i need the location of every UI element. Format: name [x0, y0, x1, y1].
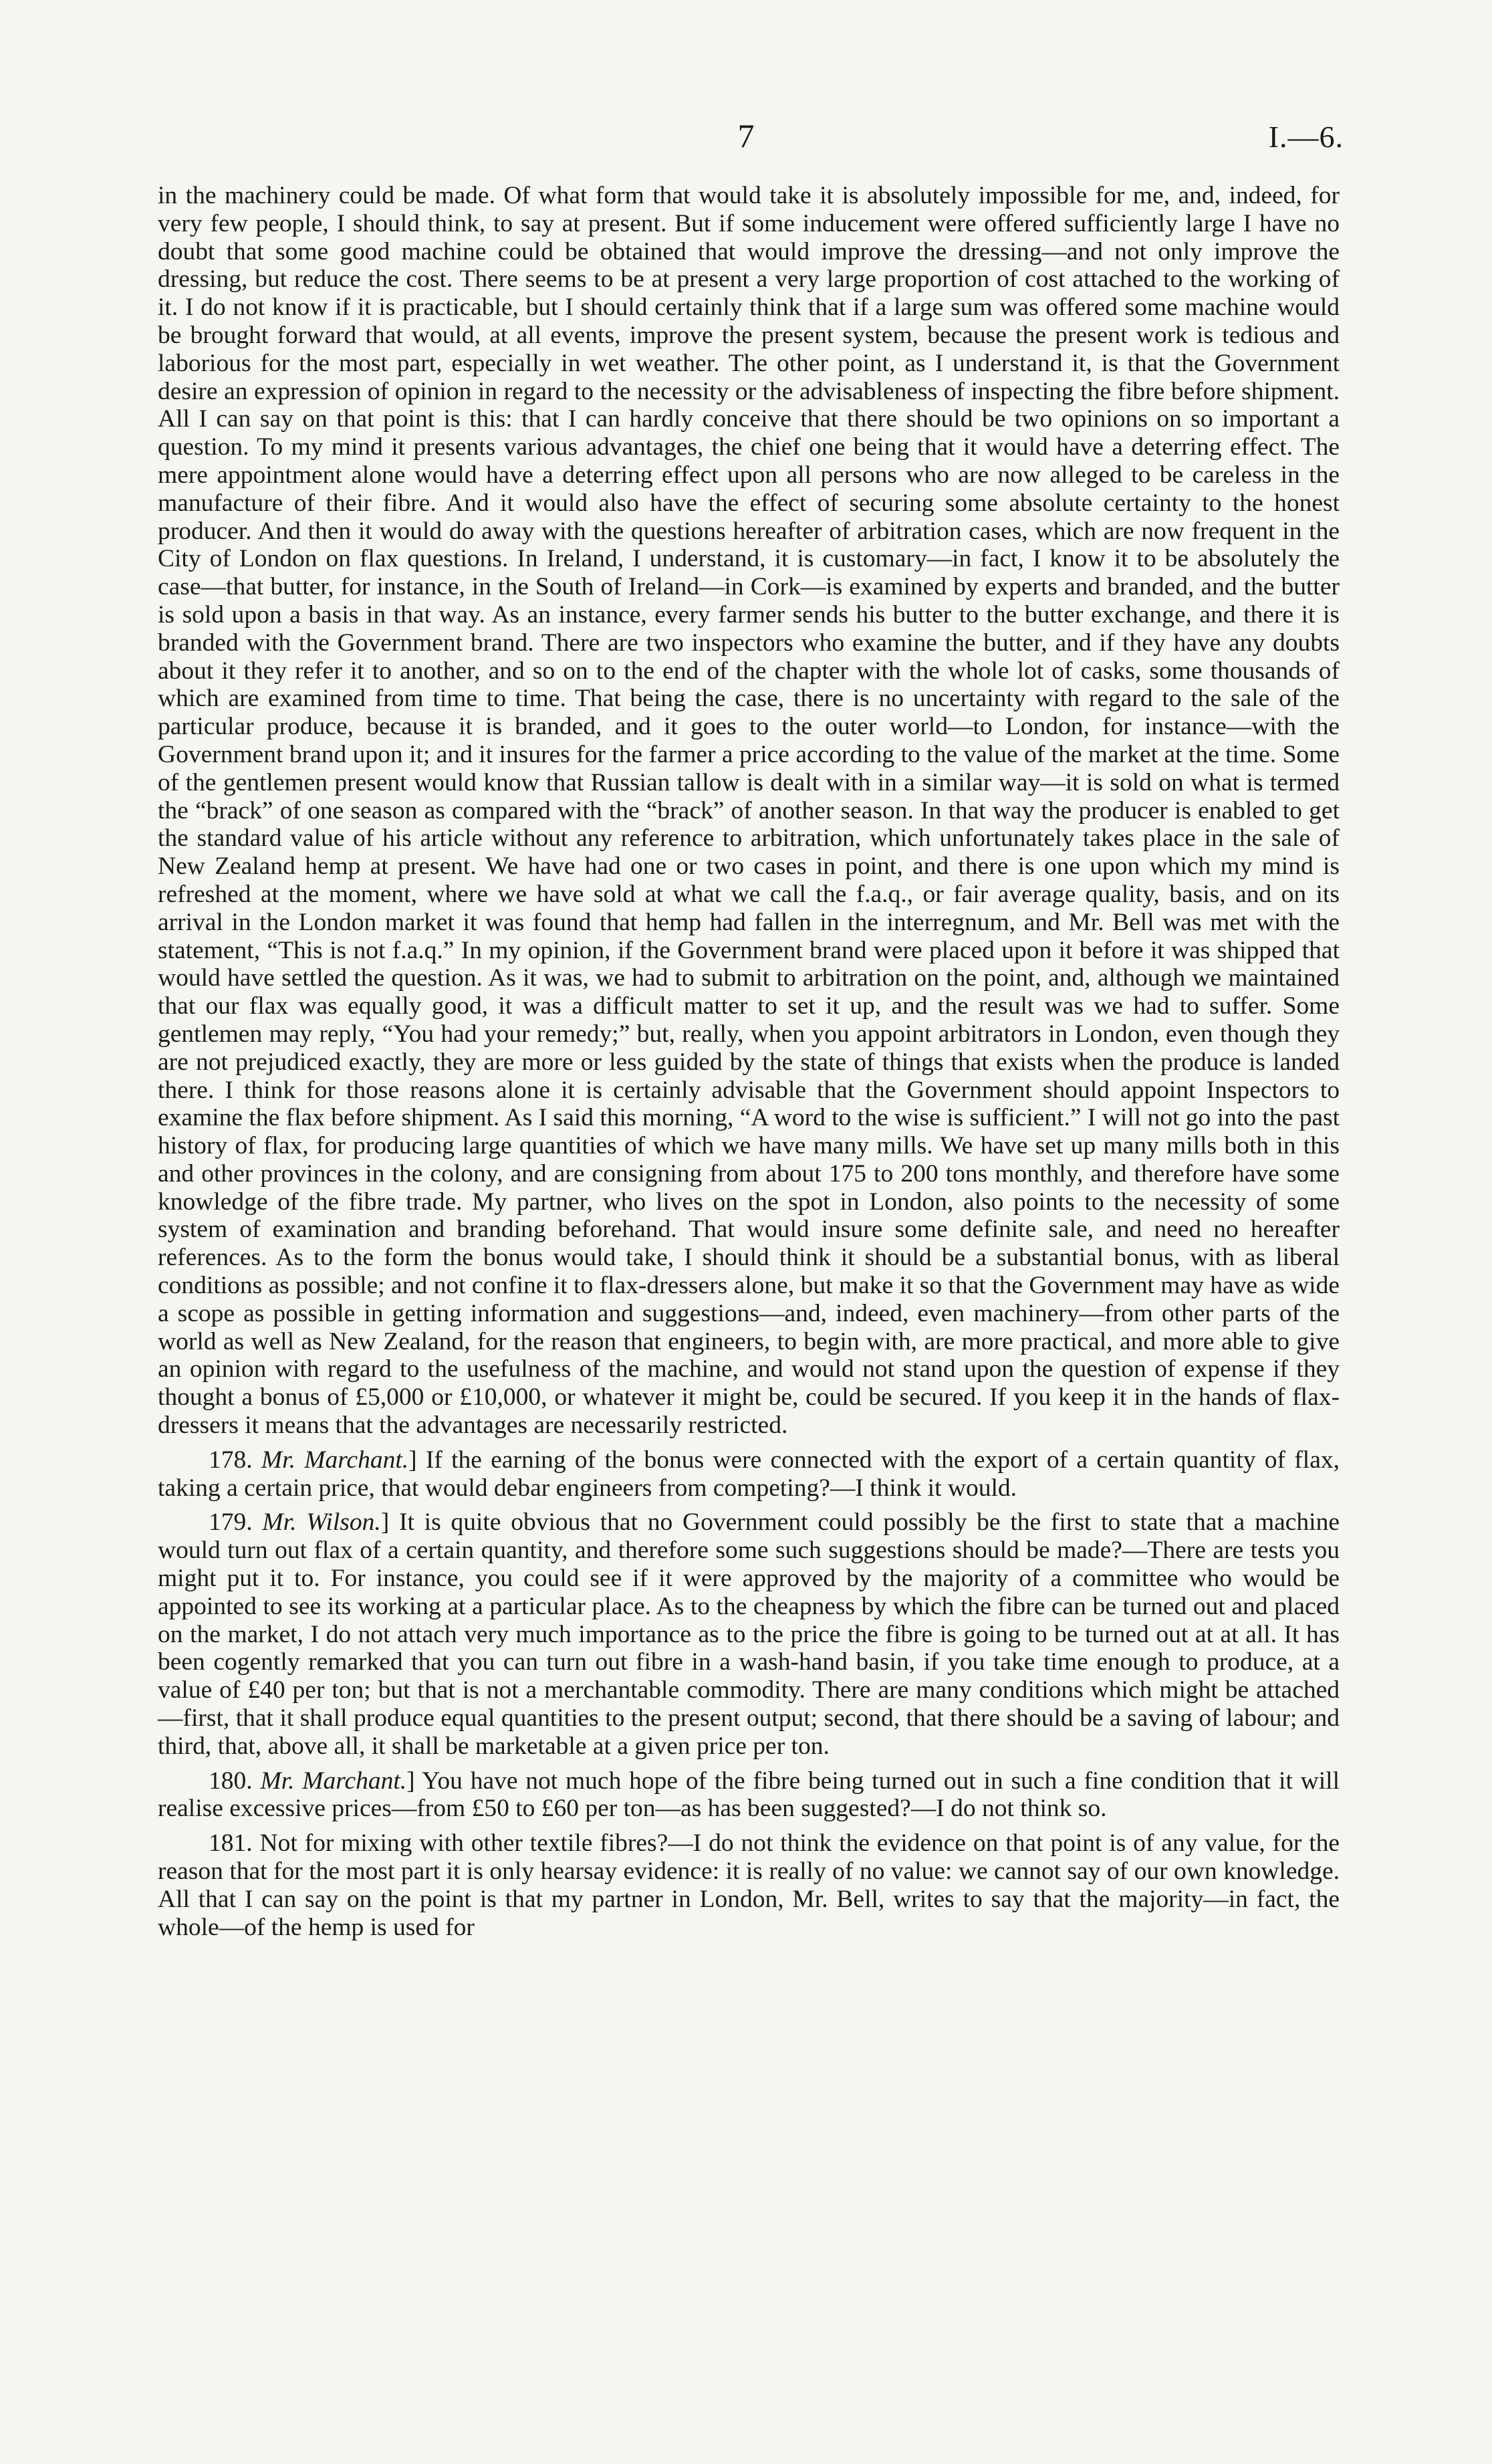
- document-body: [158, 182, 1340, 1948]
- question-number: 180.: [209, 1767, 253, 1795]
- paragraph-text: ] You have not much hope of the fibre being turned out in such a fine condition that it will realise excessive prices—from £50 to £60 per ton—as has been suggested?—I do not think so.: [158, 1767, 1340, 1823]
- page-number: 7: [737, 117, 755, 154]
- paragraph-question-180: [158, 1767, 1340, 1823]
- paragraph-text: in the machinery could be made. Of what form that would take it is absolutely impossible for me, and, indeed, for very few people, I should think, to say at present. But if some inducement were offered sufficiently large I have no doubt that some good machine could be obtained that would improve the dressing—and not only improve the dressing, but reduce the cost. There seems to be at present a very large proportion of cost attached to the working of it. I do not know if it is practicable, but I should certainly think that if a large sum was offered some machine would be brought forward that would, at all events, improve the present system, because the present work is tedious and laborious for the most part, especially in wet weather. The other point, as I understand it, is that the Government desire an expression of opinion in regard to the necessity or the advisableness of inspecting the fibre before shipment. All I can say on that point is this: that I can hardly conceive that there should be two opinions on so important a question. To my mind it presents various advantages, the chief one being that it would have a deterring effect. The mere appointment alone would have a deterring effect upon all persons who are now alleged to be careless in the manufacture of their fibre. And it would also have the effect of securing some absolute certainty to the honest producer. And then it would do away with the questions hereafter of arbitration cases, which are now frequent in the City of London on flax questions. In Ireland, I understand, it is customary—in fact, I know it to be absolutely the case—that butter, for instance, in the South of Ireland—in Cork—is examined by experts and branded, and the butter is sold upon a basis in that way. As an instance, every farmer sends his butter to the butter exchange, and there it is branded with the Government brand. There are two inspectors who examine the butter, and if they have any doubts about it they refer it to another, and so on to the end of the chapter with the whole lot of casks, some thousands of which are examined from time to time. That being the case, there is no uncertainty with regard to the sale of the particular produce, because it is branded, and it goes to the outer world—to London, for instance—with the Government brand upon it; and it insures for the farmer a price according to the value of the market at the time. Some of the gentlemen present would know that Russian tallow is dealt with in a similar way—it is sold on what is termed the “brack” of one season as compared with the “brack” of another season. In that way the producer is enabled to get the standard value of his article without any reference to arbitration, which unfortunately takes place in the sale of New Zealand hemp at present. We have had one or two cases in point, and there is one upon which my mind is refreshed at the moment, where we have sold at what we call the f.a.q., or fair average quality, basis, and on its arrival in the London market it was found that hemp had fallen in the interregnum, and Mr. Bell was met with the statement, “This is not f.a.q.” In my opinion, if the Government brand were placed upon it before it was shipped that would have settled the question. As it was, we had to submit to arbitration on the point, and, although we maintained that our flax was equally good, it was a difficult matter to set it up, and the result was we had to suffer. Some gentlemen may reply, “You had your remedy;” but, really, when you appoint arbitrators in London, even though they are not prejudiced exactly, they are more or less guided by the state of things that exists when the produce is landed there. I think for those reasons alone it is certainly advisable that the Government should appoint Inspectors to examine the flax before shipment. As I said this morning, “A word to the wise is sufficient.” I will not go into the past history of flax, for producing large quantities of which we have many mills. We have set up many mills both in this and other provinces in the colony, and are consigning from about 175 to 200 tons monthly, and therefore have some knowledge of the fibre trade. My partner, who lives on the spot in London, also points to the necessity of some system of examination and branding beforehand. That would insure some definite sale, and need no hereafter references. As to the form the bonus would take, I should think it should be a substantial bonus, with as liberal conditions as possible; and not confine it to flax-dressers alone, but make it so that the Government may have as wide a scope as possible in getting information and suggestions—and, indeed, even machinery—from other parts of the world as well as New Zealand, for the reason that engineers, to begin with, are more practical, and more able to give an opinion with regard to the usefulness of the machine, and would not stand upon the question of expense if they thought a bonus of £5,000 or £10,000, or whatever it might be, could be secured. If you keep it in the hands of flax-dressers it means that the advantages are necessarily restricted.: [158, 182, 1340, 1440]
- question-number: 181.: [209, 1829, 253, 1858]
- paragraph-continuation: [158, 182, 1340, 1440]
- speaker-name: Mr. Marchant.: [261, 1446, 409, 1474]
- question-number: 179.: [209, 1508, 253, 1537]
- speaker-name: Mr. Wilson.: [262, 1508, 381, 1537]
- document-reference: I.—6.: [1268, 120, 1344, 154]
- paragraph-question-179: [158, 1508, 1340, 1760]
- speaker-name: Mr. Marchant.: [260, 1767, 407, 1795]
- paragraph-question-181: [158, 1829, 1340, 1941]
- paragraph-text: ] It is quite obvious that no Government could possibly be the first to state that a machine would turn out flax of a certain quantity, and therefore some such suggestions should be made?—There are tests you might put it to. For instance, you could see if it were approved by the majority of a committee who would be appointed to see its working at a particular place. As to the cheapness by which the fibre can be turned out and placed on the market, I do not attach very much importance as to the price the fibre is going to be turned out at at all. It has been cogently remarked that you can turn out fibre in a wash-hand basin, if you take time enough to produce, at a value of £40 per ton; but that is not a merchantable commodity. There are many conditions which might be attached—first, that it shall produce equal quantities to the present output; second, that there should be a saving of labour; and third, that, above all, it shall be marketable at a given price per ton.: [158, 1508, 1340, 1760]
- question-number: 178.: [209, 1446, 253, 1474]
- paragraph-question-178: [158, 1446, 1340, 1502]
- paragraph-text: ] If the earning of the bonus were connected with the export of a certain quantity of flax, taking a certain price, that would debar engineers from competing?—I think it would.: [158, 1446, 1340, 1502]
- paragraph-text: Not for mixing with other textile fibres?—I do not think the evidence on that point is of any value, for the reason that for the most part it is only hearsay evidence: it is really of no value: we cannot say of our own knowledge. All that I can say on the point is that my partner in London, Mr. Bell, writes to say that the majority—in fact, the whole—of the hemp is used for: [158, 1829, 1340, 1941]
